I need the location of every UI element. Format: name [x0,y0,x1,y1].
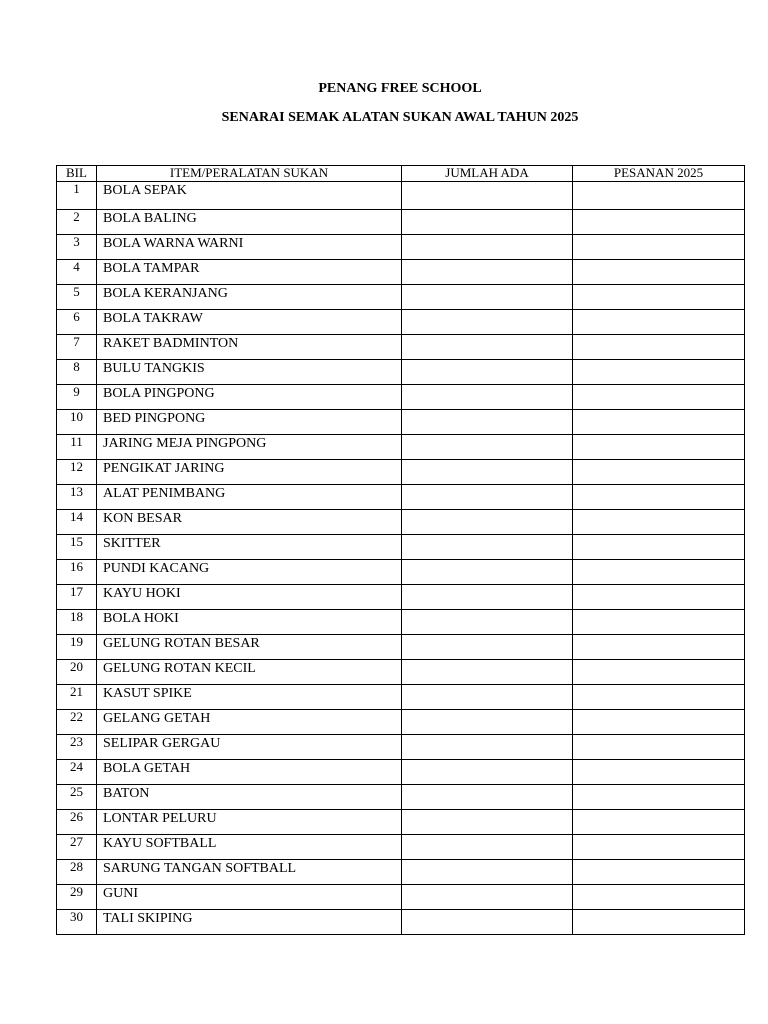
row-number-cell: 11 [57,435,97,460]
equipment-item-cell: ALAT PENIMBANG [97,485,402,510]
equipment-item-cell: BOLA WARNA WARNI [97,235,402,260]
jumlah-ada-cell[interactable] [402,485,573,510]
pesanan-cell[interactable] [573,835,745,860]
equipment-item-cell: KASUT SPIKE [97,685,402,710]
jumlah-ada-cell[interactable] [402,310,573,335]
jumlah-ada-cell[interactable] [402,210,573,235]
jumlah-ada-cell[interactable] [402,182,573,210]
column-header-pesanan: PESANAN 2025 [573,166,745,182]
jumlah-ada-cell[interactable] [402,285,573,310]
table-row [57,410,745,435]
row-number-cell: 21 [57,685,97,710]
row-number-cell: 17 [57,585,97,610]
pesanan-cell[interactable] [573,435,745,460]
jumlah-ada-cell[interactable] [402,460,573,485]
equipment-item-cell: KON BESAR [97,510,402,535]
table-row [57,685,745,710]
pesanan-cell[interactable] [573,385,745,410]
jumlah-ada-cell[interactable] [402,885,573,910]
row-number-cell: 7 [57,335,97,360]
jumlah-ada-cell[interactable] [402,785,573,810]
row-number-cell: 24 [57,760,97,785]
equipment-item-cell: BULU TANGKIS [97,360,402,385]
equipment-item-cell: SARUNG TANGAN SOFTBALL [97,860,402,885]
pesanan-cell[interactable] [573,735,745,760]
table-row [57,435,745,460]
equipment-item-cell: KAYU SOFTBALL [97,835,402,860]
jumlah-ada-cell[interactable] [402,385,573,410]
table-row [57,182,745,210]
pesanan-cell[interactable] [573,310,745,335]
equipment-item-cell: BOLA TAKRAW [97,310,402,335]
pesanan-cell[interactable] [573,285,745,310]
jumlah-ada-cell[interactable] [402,860,573,885]
table-row [57,260,745,285]
equipment-item-cell: TALI SKIPING [97,910,402,935]
table-row [57,235,745,260]
pesanan-cell[interactable] [573,485,745,510]
equipment-item-cell: SKITTER [97,535,402,560]
table-row [57,210,745,235]
table-row [57,660,745,685]
pesanan-cell[interactable] [573,360,745,385]
pesanan-cell[interactable] [573,182,745,210]
table-row [57,510,745,535]
row-number-cell: 23 [57,735,97,760]
row-number-cell: 19 [57,635,97,660]
equipment-item-cell: KAYU HOKI [97,585,402,610]
jumlah-ada-cell[interactable] [402,635,573,660]
row-number-cell: 1 [57,182,97,210]
column-header-item: ITEM/PERALATAN SUKAN [97,166,402,182]
equipment-item-cell: GELUNG ROTAN BESAR [97,635,402,660]
row-number-cell: 27 [57,835,97,860]
jumlah-ada-cell[interactable] [402,335,573,360]
pesanan-cell[interactable] [573,585,745,610]
row-number-cell: 12 [57,460,97,485]
pesanan-cell[interactable] [573,460,745,485]
table-row [57,860,745,885]
jumlah-ada-cell[interactable] [402,835,573,860]
table-header-row [57,166,745,182]
equipment-item-cell: BOLA KERANJANG [97,285,402,310]
table-row [57,585,745,610]
equipment-item-cell: LONTAR PELURU [97,810,402,835]
row-number-cell: 29 [57,885,97,910]
jumlah-ada-cell[interactable] [402,685,573,710]
pesanan-cell[interactable] [573,885,745,910]
row-number-cell: 18 [57,610,97,635]
table-row [57,485,745,510]
jumlah-ada-cell[interactable] [402,760,573,785]
jumlah-ada-cell[interactable] [402,435,573,460]
pesanan-cell[interactable] [573,510,745,535]
row-number-cell: 9 [57,385,97,410]
equipment-item-cell: PENGIKAT JARING [97,460,402,485]
row-number-cell: 30 [57,910,97,935]
row-number-cell: 15 [57,535,97,560]
table-row [57,360,745,385]
jumlah-ada-cell[interactable] [402,510,573,535]
row-number-cell: 20 [57,660,97,685]
row-number-cell: 16 [57,560,97,585]
equipment-item-cell: BOLA GETAH [97,760,402,785]
pesanan-cell[interactable] [573,810,745,835]
jumlah-ada-cell[interactable] [402,735,573,760]
table-row [57,760,745,785]
equipment-checklist-table [56,165,745,935]
table-row [57,535,745,560]
pesanan-cell[interactable] [573,410,745,435]
jumlah-ada-cell[interactable] [402,585,573,610]
pesanan-cell[interactable] [573,560,745,585]
column-header-jumlah-ada: JUMLAH ADA [402,166,573,182]
pesanan-cell[interactable] [573,685,745,710]
table-row [57,285,745,310]
pesanan-cell[interactable] [573,760,745,785]
row-number-cell: 13 [57,485,97,510]
jumlah-ada-cell[interactable] [402,660,573,685]
equipment-item-cell: BOLA PINGPONG [97,385,402,410]
pesanan-cell[interactable] [573,660,745,685]
table-row [57,385,745,410]
table-row [57,335,745,360]
equipment-item-cell: GUNI [97,885,402,910]
pesanan-cell[interactable] [573,235,745,260]
equipment-item-cell: BOLA TAMPAR [97,260,402,285]
equipment-item-cell: GELUNG ROTAN KECIL [97,660,402,685]
row-number-cell: 28 [57,860,97,885]
row-number-cell: 22 [57,710,97,735]
table-row [57,735,745,760]
pesanan-cell[interactable] [573,610,745,635]
equipment-item-cell: BED PINGPONG [97,410,402,435]
row-number-cell: 8 [57,360,97,385]
pesanan-cell[interactable] [573,860,745,885]
checklist-title: SENARAI SEMAK ALATAN SUKAN AWAL TAHUN 2025 [221,110,579,125]
row-number-cell: 3 [57,235,97,260]
jumlah-ada-cell[interactable] [402,710,573,735]
pesanan-cell[interactable] [573,635,745,660]
table-row [57,635,745,660]
pesanan-cell[interactable] [573,535,745,560]
table-row [57,910,745,935]
column-header-bil: BIL [57,166,97,182]
table-row [57,310,745,335]
equipment-item-cell: GELANG GETAH [97,710,402,735]
table-row [57,810,745,835]
table-row [57,885,745,910]
table-row [57,460,745,485]
row-number-cell: 14 [57,510,97,535]
pesanan-cell[interactable] [573,910,745,935]
equipment-item-cell: BATON [97,785,402,810]
row-number-cell: 26 [57,810,97,835]
equipment-item-cell: BOLA SEPAK [97,182,402,210]
jumlah-ada-cell[interactable] [402,360,573,385]
row-number-cell: 2 [57,210,97,235]
equipment-item-cell: JARING MEJA PINGPONG [97,435,402,460]
equipment-item-cell: SELIPAR GERGAU [97,735,402,760]
row-number-cell: 6 [57,310,97,335]
pesanan-cell[interactable] [573,335,745,360]
equipment-item-cell: RAKET BADMINTON [97,335,402,360]
pesanan-cell[interactable] [573,710,745,735]
jumlah-ada-cell[interactable] [402,810,573,835]
jumlah-ada-cell[interactable] [402,535,573,560]
pesanan-cell[interactable] [573,785,745,810]
equipment-item-cell: BOLA HOKI [97,610,402,635]
jumlah-ada-cell[interactable] [402,560,573,585]
school-name-heading: PENANG FREE SCHOOL [318,81,482,96]
table-row [57,560,745,585]
table-row [57,710,745,735]
jumlah-ada-cell[interactable] [402,235,573,260]
row-number-cell: 4 [57,260,97,285]
jumlah-ada-cell[interactable] [402,910,573,935]
jumlah-ada-cell[interactable] [402,410,573,435]
table-row [57,785,745,810]
equipment-item-cell: PUNDI KACANG [97,560,402,585]
pesanan-cell[interactable] [573,260,745,285]
table-row [57,610,745,635]
row-number-cell: 25 [57,785,97,810]
equipment-item-cell: BOLA BALING [97,210,402,235]
row-number-cell: 5 [57,285,97,310]
row-number-cell: 10 [57,410,97,435]
pesanan-cell[interactable] [573,210,745,235]
jumlah-ada-cell[interactable] [402,260,573,285]
table-row [57,835,745,860]
jumlah-ada-cell[interactable] [402,610,573,635]
